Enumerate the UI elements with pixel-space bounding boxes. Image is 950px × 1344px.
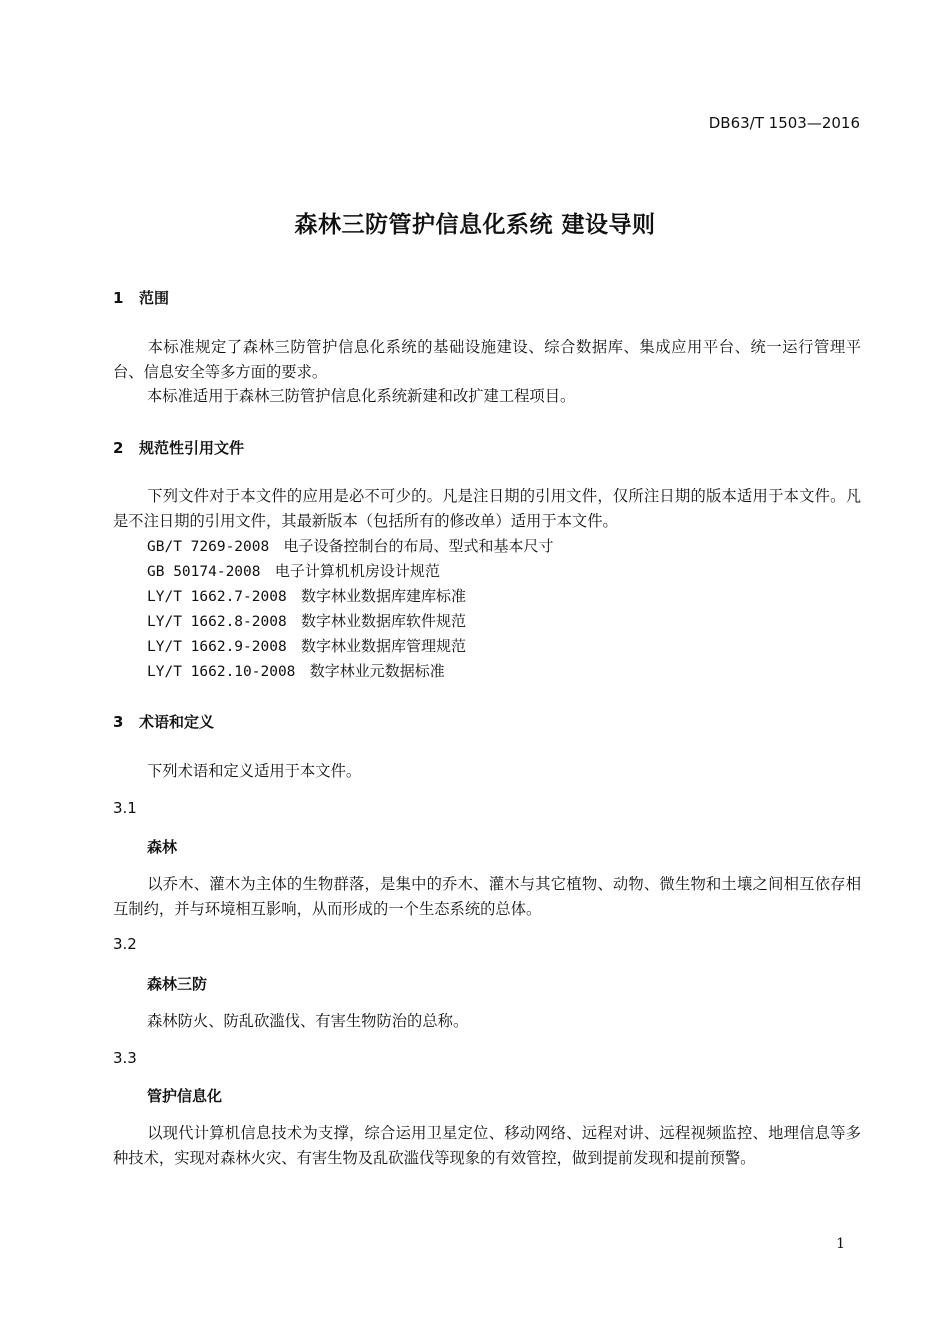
standard-code: DB63/T 1503—2016 (708, 114, 860, 132)
term-name: 管护信息化 (147, 1087, 223, 1105)
reference-name: 数字林业数据库建库标准 (301, 587, 467, 605)
section-title: 范围 (139, 289, 170, 307)
reference-code: LY/T 1662.9-2008 (147, 639, 287, 655)
reference-code: LY/T 1662.7-2008 (147, 589, 287, 605)
term-definition (113, 872, 861, 922)
reference-item (147, 559, 440, 585)
reference-item (147, 609, 466, 635)
section-number: 1 (113, 289, 124, 307)
term-name: 森林三防 (147, 975, 208, 993)
section-1-paragraph-1 (113, 335, 861, 385)
section-3-heading (113, 711, 214, 732)
document-title: 森林三防管护信息化系统 建设导则 (294, 212, 656, 238)
term-number: 3.3 (113, 1049, 137, 1067)
section-2-heading (113, 437, 244, 458)
reference-item (147, 634, 466, 660)
term-definition (113, 1121, 861, 1171)
reference-item (147, 584, 466, 610)
term-name: 森林 (147, 838, 178, 856)
reference-code: LY/T 1662.8-2008 (147, 614, 287, 630)
section-title: 术语和定义 (139, 713, 215, 731)
term-number: 3.1 (113, 799, 137, 817)
reference-name: 数字林业数据库管理规范 (301, 637, 467, 655)
reference-code: GB/T 7269-2008 (147, 539, 270, 555)
paragraph-text: 下列文件对于本文件的应用是必不可少的。凡是注日期的引用文件，仅所注日期的版本适用于本文件。凡是不注日期的引用文件，其最新版本（包括所有的修改单）适用于本文件。 (113, 487, 861, 530)
reference-name: 电子计算机机房设计规范 (274, 562, 440, 580)
paragraph-text: 本标准规定了森林三防管护信息化系统的基础设施建设、综合数据库、集成应用平台、统一运行管理平台、信息安全等多方面的要求。 (113, 338, 861, 381)
section-number: 3 (113, 713, 124, 731)
section-3-intro (113, 759, 861, 784)
reference-item (147, 534, 554, 560)
paragraph-text: 本标准适用于森林三防管护信息化系统新建和改扩建工程项目。 (147, 387, 576, 405)
reference-item (147, 659, 445, 685)
reference-code: GB 50174-2008 (147, 564, 261, 580)
section-1-heading (113, 287, 169, 308)
reference-code: LY/T 1662.10-2008 (147, 664, 296, 680)
reference-name: 数字林业元数据标准 (309, 662, 445, 680)
paragraph-text: 下列术语和定义适用于本文件。 (147, 762, 362, 780)
term-definition (113, 1009, 861, 1034)
definition-text: 以现代计算机信息技术为支撑，综合运用卫星定位、移动网络、远程对讲、远程视频监控、地理信息等多种技术，实现对森林火灾、有害生物及乱砍滥伐等现象的有效管控，做到提前发现和提前预警。 (113, 1124, 861, 1167)
section-2-paragraph-1 (113, 484, 861, 534)
section-number: 2 (113, 439, 124, 457)
page-number: 1 (836, 1236, 845, 1252)
definition-text: 森林防火、防乱砍滥伐、有害生物防治的总称。 (147, 1012, 469, 1030)
section-title: 规范性引用文件 (139, 439, 245, 457)
reference-name: 电子设备控制台的布局、型式和基本尺寸 (283, 537, 554, 555)
definition-text: 以乔木、灌木为主体的生物群落，是集中的乔木、灌木与其它植物、动物、微生物和土壤之间相互依存相互制约，并与环境相互影响，从而形成的一个生态系统的总体。 (113, 875, 861, 918)
reference-name: 数字林业数据库软件规范 (301, 612, 467, 630)
term-number: 3.2 (113, 935, 137, 953)
section-1-paragraph-2 (113, 384, 861, 409)
